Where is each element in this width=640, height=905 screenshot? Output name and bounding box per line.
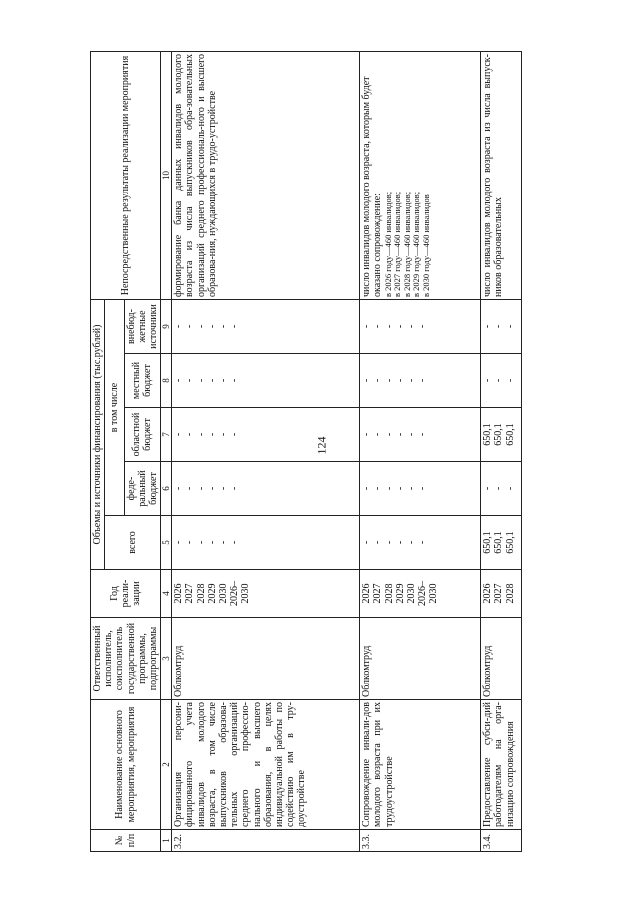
page-number: 124 — [314, 436, 329, 455]
row-result-cell — [360, 52, 481, 300]
header-including: в том числе — [105, 300, 124, 516]
row-years: 2026 2027 2028 2029 2030 2026–2030 — [360, 570, 481, 618]
header-executor: Ответственный исполнитель, соисполнитель государственной программы, подпрограммы — [91, 618, 161, 700]
table-row — [481, 52, 522, 852]
header-extra: внебюд-жетные источники — [124, 300, 161, 354]
column-number: 9 — [161, 300, 172, 354]
row-extra: - - - - - - — [360, 300, 481, 354]
header-federal: феде-ральный бюджет — [124, 462, 161, 516]
column-number: 10 — [161, 52, 172, 300]
header-year: Год реали-зации — [91, 570, 161, 618]
row-federal: - - - — [481, 462, 522, 516]
header-funding: Объемы и источники финансирования (тыс.рублей) — [91, 300, 105, 570]
row-no: 3.2. — [172, 830, 360, 852]
column-number-row — [161, 52, 172, 852]
row-no: 3.4. — [481, 830, 522, 852]
column-number: 7 — [161, 408, 172, 462]
row-local: - - - - - - — [360, 354, 481, 408]
program-activities-table — [90, 51, 522, 852]
header-results: Непосредственные результаты реализации мероприятия — [91, 52, 161, 300]
row-executor: Облкомтруд — [481, 618, 522, 700]
row-total: - - - - - - — [360, 516, 481, 570]
header-local: местный бюджет — [124, 354, 161, 408]
row-result-lines: в 2026 году—460 инвалидов; в 2027 году—460 инвалидов; в 2028 году—460 инвалидов; в 2029 году—460 инвалидов; в 2030 году—460 инвалидов — [382, 191, 431, 297]
column-number: 1 — [161, 830, 172, 852]
row-years: 2026 2027 2028 — [481, 570, 522, 618]
row-extra: - - - — [481, 300, 522, 354]
row-federal: - - - - - - — [172, 462, 360, 516]
row-federal: - - - - - - — [360, 462, 481, 516]
program-table-sheet — [90, 52, 630, 852]
row-name: Сопровождение инвали-дов молодого возраста при их трудоустройстве — [360, 700, 481, 830]
table-row — [360, 52, 481, 852]
row-result: формирование банка данных инвалидов молодого возраста из числа выпускников обра-зовательных организаций среднего профессиональ-ного и высшего образова-ния, нуждающихся в трудо-устройстве — [172, 52, 360, 300]
column-number: 6 — [161, 462, 172, 516]
row-regional: - - - - - - — [360, 408, 481, 462]
column-number: 5 — [161, 516, 172, 570]
row-years: 2026 2027 2028 2029 2030 2026–2030 — [172, 570, 360, 618]
header-name: Наименование основного мероприятия, мероприятия — [91, 700, 161, 830]
row-no: 3.3. — [360, 830, 481, 852]
column-number: 3 — [161, 618, 172, 700]
header-total: всего — [105, 516, 161, 570]
row-name: Предоставление субси-дий работодателям на орга-низацию сопровождения — [481, 700, 522, 830]
row-extra: - - - - - - — [172, 300, 360, 354]
column-number: 4 — [161, 570, 172, 618]
row-executor: Облкомтруд — [172, 618, 360, 700]
column-number: 8 — [161, 354, 172, 408]
column-number: 2 — [161, 700, 172, 830]
header-regional: областной бюджет — [124, 408, 161, 462]
row-local: - - - - - - — [172, 354, 360, 408]
row-regional: 650,1 650,1 650,1 — [481, 408, 522, 462]
row-executor: Облкомтруд — [360, 618, 481, 700]
table-row — [172, 52, 360, 852]
row-result: число инвалидов молодого возраста из числа выпуск-ников образовательных — [481, 52, 522, 300]
header-no: № п/п — [91, 830, 161, 852]
row-total: - - - - - - — [172, 516, 360, 570]
row-name: Организация персони-фицированного учета инвалидов молодого возраста, в том числе выпускников образова-тельных организаций среднего профессио-нального и высшего образования, в целях индивидуальной работы по содействию им в тру-доустройстве — [172, 700, 360, 830]
row-result: число инвалидов молодого возраста, которым будет оказано сопровождение: — [361, 76, 384, 297]
row-regional: - - - - - - — [172, 408, 360, 462]
row-total: 650,1 650,1 650,1 — [481, 516, 522, 570]
row-local: - - - — [481, 354, 522, 408]
